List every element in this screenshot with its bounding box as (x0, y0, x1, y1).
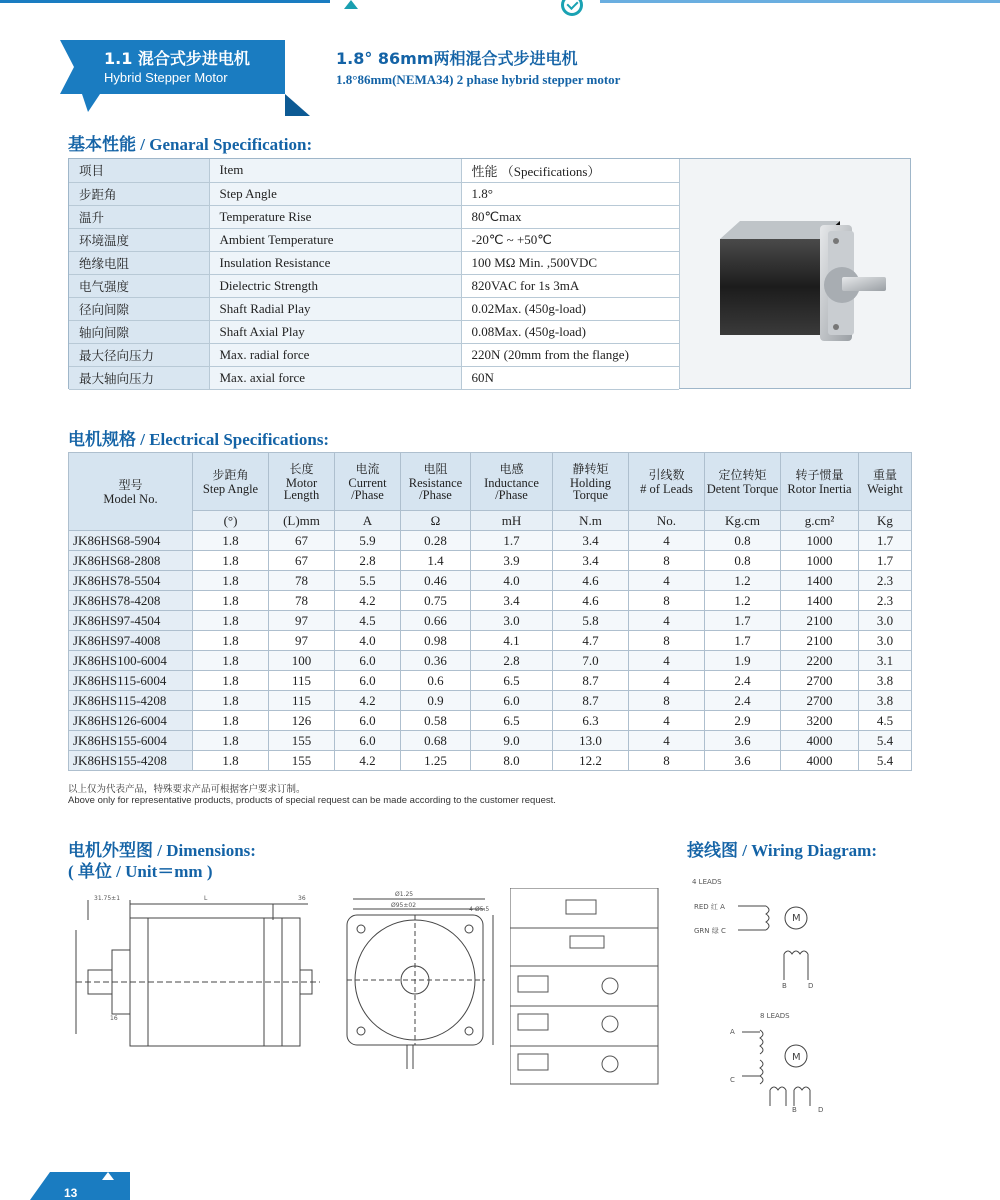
spec-value-cell: 8 (629, 631, 705, 651)
table-row (69, 591, 912, 611)
spec-value-cell: 1.8 (193, 531, 269, 551)
header-label-cn: 静转矩 (572, 461, 609, 476)
spec-value-cell: 155 (269, 731, 335, 751)
spec-value-cell: 1.8 (193, 631, 269, 651)
spec-value-cell: 126 (269, 711, 335, 731)
general-spec-row (69, 343, 679, 366)
spec-value-cell: 1.7 (859, 531, 912, 551)
spec-value-cell: 0.28 (401, 531, 471, 551)
section-title-en: Hybrid Stepper Motor (104, 70, 228, 85)
spec-value-cell: 0.36 (401, 651, 471, 671)
spec-value-cell: 2.4 (705, 671, 781, 691)
table-row (69, 531, 912, 551)
spec-value-cell: 1.7 (705, 631, 781, 651)
general-spec-cell: 最大径向压力 (69, 343, 209, 366)
general-spec-cell: 0.02Max. (450g-load) (461, 297, 679, 320)
eight-leads-label: 8 LEADS (760, 1012, 790, 1020)
table-row (69, 691, 912, 711)
shaft-detail-drawing (510, 888, 660, 1086)
header-label-en: Motor Length (283, 475, 320, 502)
header-label-cn: 步距角 (212, 467, 249, 482)
spec-value-cell: 0.98 (401, 631, 471, 651)
model-number-cell: JK86HS115-6004 (69, 671, 193, 691)
general-spec-cell: -20℃ ~ +50℃ (461, 228, 679, 251)
model-number-cell: JK86HS78-5504 (69, 571, 193, 591)
spec-value-cell: 0.68 (401, 731, 471, 751)
spec-value-cell: 7.0 (553, 651, 629, 671)
spec-value-cell: 1.8 (193, 751, 269, 771)
spec-value-cell: 4 (629, 571, 705, 591)
electrical-units-row (69, 511, 912, 531)
spec-value-cell: 3.8 (859, 691, 912, 711)
spec-value-cell: 5.4 (859, 731, 912, 751)
spec-value-cell: 0.9 (401, 691, 471, 711)
spec-value-cell: 2.8 (471, 651, 553, 671)
spec-value-cell: 4 (629, 711, 705, 731)
table-row (69, 611, 912, 631)
spec-value-cell: 4000 (781, 751, 859, 771)
spec-value-cell: 0.8 (705, 551, 781, 571)
spec-value-cell: 2.3 (859, 591, 912, 611)
spec-value-cell: 1.7 (471, 531, 553, 551)
spec-value-cell: 0.46 (401, 571, 471, 591)
spec-value-cell: 115 (269, 691, 335, 711)
spec-value-cell: 4.1 (471, 631, 553, 651)
lead8-c: C (730, 1076, 735, 1084)
spec-value-cell: 67 (269, 531, 335, 551)
header-label-cn: 转子惯量 (795, 467, 844, 482)
page-title: 1.8° 86mm两相混合式步进电机 (336, 49, 578, 68)
motor-photo (679, 159, 910, 388)
spec-value-cell: 4 (629, 671, 705, 691)
electrical-header-cell (553, 453, 629, 511)
page-number-tab (30, 1172, 130, 1200)
spec-value-cell: 1.8 (193, 611, 269, 631)
general-spec-row (69, 159, 679, 182)
header-label-en: Step Angle (202, 481, 259, 496)
lead8-b: B (792, 1106, 797, 1114)
general-spec-table (68, 158, 911, 389)
spec-value-cell: 1.7 (859, 551, 912, 571)
dim-label-l: L (204, 895, 208, 902)
unit-cell: mH (471, 511, 553, 531)
electrical-spec-table (68, 452, 912, 771)
spec-value-cell: 1.25 (401, 751, 471, 771)
spec-value-cell: 5.5 (335, 571, 401, 591)
electrical-header-cell (193, 453, 269, 511)
spec-value-cell: 6.5 (471, 711, 553, 731)
spec-value-cell: 1.4 (401, 551, 471, 571)
general-spec-cell: 60N (461, 366, 679, 389)
lead-red-a: RED 红 A (694, 903, 725, 911)
lead-grn-c: GRN 绿 C (694, 927, 726, 935)
electrical-header-cell (335, 453, 401, 511)
header-label-en: Holding Torque (570, 475, 611, 502)
spec-value-cell: 4.6 (553, 571, 629, 591)
spec-value-cell: 0.58 (401, 711, 471, 731)
general-spec-cell: 820VAC for 1s 3mA (461, 274, 679, 297)
model-number-cell: JK86HS97-4008 (69, 631, 193, 651)
spec-value-cell: 1400 (781, 591, 859, 611)
model-number-cell: JK86HS155-4208 (69, 751, 193, 771)
page-subtitle: 1.8°86mm(NEMA34) 2 phase hybrid stepper motor (336, 72, 621, 87)
spec-value-cell: 0.75 (401, 591, 471, 611)
dimensions-unit: ( 单位 / Unit＝mm ) (68, 862, 213, 881)
model-number-cell: JK86HS155-6004 (69, 731, 193, 751)
spec-value-cell: 0.66 (401, 611, 471, 631)
spec-value-cell: 8 (629, 591, 705, 611)
general-spec-cell: 1.8° (461, 182, 679, 205)
spec-value-cell: 4 (629, 611, 705, 631)
spec-value-cell: 8 (629, 551, 705, 571)
four-leads-label: 4 LEADS (692, 878, 722, 886)
header-label-en: Detent Torque (706, 481, 779, 496)
spec-value-cell: 4 (629, 731, 705, 751)
dimensions-title: 电机外型图 / Dimensions: (68, 841, 256, 860)
electrical-header-cell (859, 453, 912, 511)
spec-value-cell: 3.6 (705, 731, 781, 751)
general-spec-cell: 100 MΩ Min. ,500VDC (461, 251, 679, 274)
header-label-cn: 引线数 (648, 467, 685, 482)
general-spec-cell: 220N (20mm from the flange) (461, 343, 679, 366)
spec-value-cell: 13.0 (553, 731, 629, 751)
spec-value-cell: 3.8 (859, 671, 912, 691)
spec-value-cell: 9.0 (471, 731, 553, 751)
spec-value-cell: 0.6 (401, 671, 471, 691)
section-title-cn: 1.1 混合式步进电机 (104, 49, 250, 68)
electrical-header-cell (629, 453, 705, 511)
general-spec-title: 基本性能 / Genaral Specification: (68, 135, 313, 154)
top-rule-left (0, 0, 330, 3)
spec-value-cell: 4.0 (471, 571, 553, 591)
spec-value-cell: 1.8 (193, 591, 269, 611)
spec-value-cell: 100 (269, 651, 335, 671)
spec-value-cell: 2100 (781, 611, 859, 631)
spec-value-cell: 4.2 (335, 591, 401, 611)
spec-value-cell: 5.9 (335, 531, 401, 551)
spec-value-cell: 97 (269, 611, 335, 631)
spec-value-cell: 8 (629, 691, 705, 711)
spec-value-cell: 4.7 (553, 631, 629, 651)
spec-value-cell: 6.3 (553, 711, 629, 731)
spec-value-cell: 3.4 (471, 591, 553, 611)
general-spec-cell: 项目 (69, 159, 209, 182)
unit-cell: (°) (193, 511, 269, 531)
lead-d: D (808, 982, 814, 990)
spec-value-cell: 3.0 (471, 611, 553, 631)
spec-value-cell: 1.8 (193, 711, 269, 731)
general-spec-cell: Max. radial force (209, 343, 461, 366)
general-spec-cell: 环境温度 (69, 228, 209, 251)
general-spec-cell: Dielectric Strength (209, 274, 461, 297)
header-label-en: Current /Phase (348, 475, 387, 502)
header-label-cn: 电感 (499, 461, 524, 476)
general-spec-cell: 径向间隙 (69, 297, 209, 320)
spec-value-cell: 2.3 (859, 571, 912, 591)
model-number-cell: JK86HS126-6004 (69, 711, 193, 731)
spec-value-cell: 0.8 (705, 531, 781, 551)
general-spec-row (69, 251, 679, 274)
spec-value-cell: 1.2 (705, 571, 781, 591)
unit-cell: A (335, 511, 401, 531)
spec-value-cell: 67 (269, 551, 335, 571)
spec-value-cell: 2.4 (705, 691, 781, 711)
general-spec-cell: 80℃max (461, 205, 679, 228)
general-spec-row (69, 228, 679, 251)
general-spec-rows (69, 159, 679, 390)
motor-symbol-8: M (792, 1052, 801, 1063)
general-spec-row (69, 366, 679, 389)
electrical-header-cell (401, 453, 471, 511)
spec-value-cell: 6.0 (335, 731, 401, 751)
spec-value-cell: 78 (269, 571, 335, 591)
spec-value-cell: 1000 (781, 531, 859, 551)
note-en: Above only for representative products, products of special request can be made according to the customer request. (68, 795, 556, 806)
spec-value-cell: 3.0 (859, 631, 912, 651)
section-ribbon (60, 40, 310, 116)
general-spec-row (69, 182, 679, 205)
spec-value-cell: 6.0 (335, 651, 401, 671)
spec-value-cell: 3.1 (859, 651, 912, 671)
spec-value-cell: 1.8 (193, 731, 269, 751)
header-label-cn: 长度 (289, 461, 314, 476)
svg-text:31.75±1: 31.75±1 (94, 895, 121, 902)
model-number-cell: JK86HS68-5904 (69, 531, 193, 551)
note-cn: 以上仅为代表产品，特殊要求产品可根据客户要求订制。 (68, 784, 306, 795)
spec-value-cell: 3.6 (705, 751, 781, 771)
spec-value-cell: 97 (269, 631, 335, 651)
top-rule-right (600, 0, 1000, 3)
spec-value-cell: 2200 (781, 651, 859, 671)
electrical-header-cell (471, 453, 553, 511)
spec-value-cell: 2.8 (335, 551, 401, 571)
spec-value-cell: 6.0 (471, 691, 553, 711)
front-view-drawing (335, 885, 505, 1075)
electrical-header-cell (781, 453, 859, 511)
model-number-cell: JK86HS97-4504 (69, 611, 193, 631)
dim-label-36: 36 (298, 895, 306, 902)
table-row (69, 671, 912, 691)
general-spec-cell: Ambient Temperature (209, 228, 461, 251)
dim-label-holes: 4-Ø5.5 (469, 906, 490, 913)
spec-value-cell: 115 (269, 671, 335, 691)
general-spec-row (69, 274, 679, 297)
spec-value-cell: 2700 (781, 691, 859, 711)
spec-value-cell: 1000 (781, 551, 859, 571)
unit-cell: g.cm² (781, 511, 859, 531)
spec-value-cell: 1.9 (705, 651, 781, 671)
electrical-header-row (69, 453, 912, 511)
header-label-en: Model No. (103, 491, 158, 506)
general-spec-cell: 步距角 (69, 182, 209, 205)
check-circle-icon (561, 0, 583, 16)
spec-value-cell: 1.8 (193, 671, 269, 691)
table-row (69, 571, 912, 591)
general-spec-cell: Item (209, 159, 461, 182)
header-label-cn: 定位转矩 (718, 467, 767, 482)
electrical-spec-title: 电机规格 / Electrical Specifications: (68, 430, 330, 449)
spec-value-cell: 5.8 (553, 611, 629, 631)
unit-cell: (L)mm (269, 511, 335, 531)
header-label-cn: 型号 (118, 477, 143, 492)
spec-value-cell: 8.7 (553, 691, 629, 711)
model-number-cell: JK86HS100-6004 (69, 651, 193, 671)
spec-value-cell: 2100 (781, 631, 859, 651)
dim-label-hole: Ø95±02 (391, 902, 417, 909)
spec-value-cell: 2700 (781, 671, 859, 691)
unit-cell: N.m (553, 511, 629, 531)
side-view-drawing (68, 890, 328, 1060)
spec-value-cell: 4.6 (553, 591, 629, 611)
spec-value-cell: 4.2 (335, 691, 401, 711)
unit-cell: Kg (859, 511, 912, 531)
model-number-cell: JK86HS68-2808 (69, 551, 193, 571)
spec-value-cell: 4.0 (335, 631, 401, 651)
dim-label-square: Ø1.25 (395, 891, 414, 898)
spec-value-cell: 1.7 (705, 611, 781, 631)
spec-value-cell: 8.0 (471, 751, 553, 771)
top-rule (0, 0, 1000, 4)
lead-b: B (782, 982, 787, 990)
general-spec-row (69, 297, 679, 320)
spec-value-cell: 1.8 (193, 651, 269, 671)
table-row (69, 631, 912, 651)
spec-value-cell: 1.2 (705, 591, 781, 611)
spec-value-cell: 3200 (781, 711, 859, 731)
general-spec-cell: 温升 (69, 205, 209, 228)
unit-cell: Kg.cm (705, 511, 781, 531)
general-spec-cell: Temperature Rise (209, 205, 461, 228)
spec-value-cell: 8.7 (553, 671, 629, 691)
header-label-en: Inductance /Phase (484, 475, 539, 502)
general-spec-cell: Insulation Resistance (209, 251, 461, 274)
table-row (69, 751, 912, 771)
spec-value-cell: 1.8 (193, 571, 269, 591)
lead8-a: A (730, 1028, 735, 1036)
model-number-cell: JK86HS78-4208 (69, 591, 193, 611)
unit-cell: Ω (401, 511, 471, 531)
spec-value-cell: 4 (629, 651, 705, 671)
lead8-d: D (818, 1106, 824, 1114)
table-row (69, 731, 912, 751)
spec-value-cell: 4.5 (335, 611, 401, 631)
header-label-en: # of Leads (640, 481, 693, 496)
general-spec-row (69, 320, 679, 343)
table-row (69, 551, 912, 571)
page-number: 13 (64, 1186, 78, 1200)
table-row (69, 711, 912, 731)
spec-value-cell: 4000 (781, 731, 859, 751)
electrical-header-cell (269, 453, 335, 511)
header-label-cn: 电流 (355, 461, 380, 476)
header-label-en: Weight (867, 481, 903, 496)
spec-value-cell: 2.9 (705, 711, 781, 731)
spec-value-cell: 1.8 (193, 691, 269, 711)
spec-value-cell: 5.4 (859, 751, 912, 771)
electrical-header-cell (705, 453, 781, 511)
electrical-header-cell (69, 453, 193, 531)
spec-value-cell: 3.0 (859, 611, 912, 631)
general-spec-row (69, 205, 679, 228)
spec-value-cell: 3.4 (553, 551, 629, 571)
spec-value-cell: 1400 (781, 571, 859, 591)
general-spec-cell: Shaft Radial Play (209, 297, 461, 320)
header-label-cn: 电阻 (423, 461, 448, 476)
general-spec-cell: 最大轴向压力 (69, 366, 209, 389)
spec-value-cell: 4.5 (859, 711, 912, 731)
spec-value-cell: 78 (269, 591, 335, 611)
top-arrow-icon (344, 0, 358, 9)
model-number-cell: JK86HS115-4208 (69, 691, 193, 711)
spec-value-cell: 3.9 (471, 551, 553, 571)
general-spec-cell: 电气强度 (69, 274, 209, 297)
general-spec-cell: Step Angle (209, 182, 461, 205)
general-spec-cell: 性能 （Specifications） (461, 159, 679, 182)
general-spec-cell: 绝缘电阻 (69, 251, 209, 274)
wiring-title: 接线图 / Wiring Diagram: (687, 841, 877, 860)
spec-value-cell: 12.2 (553, 751, 629, 771)
general-spec-cell: Max. axial force (209, 366, 461, 389)
general-spec-cell: Shaft Axial Play (209, 320, 461, 343)
spec-value-cell: 3.4 (553, 531, 629, 551)
general-spec-cell: 0.08Max. (450g-load) (461, 320, 679, 343)
spec-value-cell: 4.2 (335, 751, 401, 771)
spec-value-cell: 6.0 (335, 711, 401, 731)
spec-value-cell: 8 (629, 751, 705, 771)
spec-value-cell: 1.8 (193, 551, 269, 571)
motor-symbol-4: M (792, 913, 801, 924)
wiring-diagram (690, 880, 830, 1140)
spec-value-cell: 6.0 (335, 671, 401, 691)
header-label-cn: 重量 (872, 467, 897, 482)
unit-cell: No. (629, 511, 705, 531)
header-label-en: Resistance /Phase (408, 475, 463, 502)
spec-value-cell: 4 (629, 531, 705, 551)
table-row (69, 651, 912, 671)
header-label-en: Rotor Inertia (787, 481, 852, 496)
motor-photo-image (680, 159, 911, 388)
dim-label-16: 16 (110, 1015, 118, 1022)
spec-value-cell: 6.5 (471, 671, 553, 691)
spec-value-cell: 155 (269, 751, 335, 771)
general-spec-cell: 轴向间隙 (69, 320, 209, 343)
